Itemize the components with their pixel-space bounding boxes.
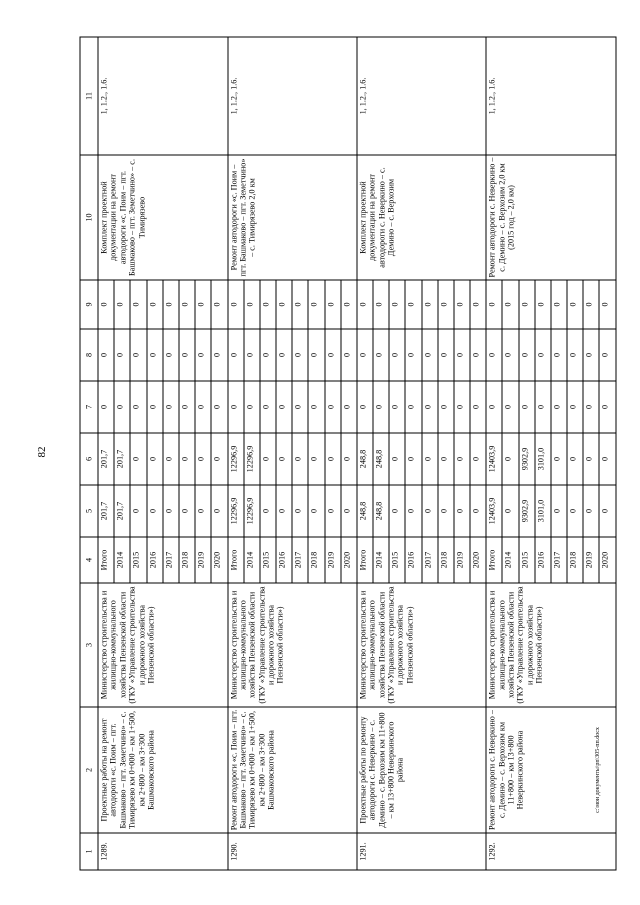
value-cell: 0 (550, 329, 566, 381)
value-cell: 201,7 (114, 485, 130, 537)
program-table (79, 36, 616, 870)
value-cell: 0 (550, 485, 566, 537)
value-cell: 0 (405, 329, 421, 381)
value-cell: 0 (211, 433, 227, 485)
value-cell: 201,7 (98, 433, 114, 485)
value-cell: 0 (534, 381, 550, 433)
value-cell: 0 (373, 329, 389, 381)
year-cell: 2020 (599, 537, 616, 583)
value-cell: 3101,0 (534, 433, 550, 485)
activity-name: Ремонт автодороги с. Неверкино – с. Демино – с. Верхозим км 11+800 – км 13+800 Неверкинского района (486, 707, 616, 833)
row-number: 1291. (356, 833, 485, 870)
year-cell: 2014 (373, 537, 389, 583)
goal-reference: 1, 1.2., 1.6. (356, 37, 485, 155)
value-cell: 0 (308, 280, 324, 329)
value-cell: 0 (162, 381, 178, 433)
value-cell: 0 (162, 280, 178, 329)
year-cell: Итого (356, 537, 372, 583)
value-cell: 0 (550, 280, 566, 329)
value-cell: 0 (356, 329, 372, 381)
responsible-org: Министерство строительства и жилищно-коммунального хозяйства Пензенской области (ГКУ «Управление строительства и дорожного хозяйства Пензенской области») (486, 583, 616, 707)
year-cell: 2020 (470, 537, 486, 583)
value-cell: 0 (599, 485, 616, 537)
goal-reference: 1, 1.2., 1.6. (227, 37, 356, 155)
value-cell: 0 (405, 485, 421, 537)
value-cell: 0 (502, 329, 518, 381)
header-row (80, 37, 98, 870)
value-cell: 0 (470, 280, 486, 329)
value-cell: 0 (340, 329, 356, 381)
value-cell: 0 (470, 329, 486, 381)
value-cell: 0 (130, 329, 146, 381)
value-cell: 0 (292, 433, 308, 485)
value-cell: 0 (324, 280, 340, 329)
value-cell: 0 (98, 329, 114, 381)
year-cell: 2018 (178, 537, 194, 583)
value-cell: 0 (130, 433, 146, 485)
value-cell: 0 (227, 280, 243, 329)
table-row (486, 37, 502, 870)
value-cell: 12296,9 (243, 433, 259, 485)
value-cell: 0 (534, 329, 550, 381)
value-cell: 0 (453, 433, 469, 485)
value-cell: 0 (211, 485, 227, 537)
value-cell: 0 (437, 381, 453, 433)
activity-name: Ремонт автодороги «с. Поим – пгт. Башмаково – пгт. Земетчино» – с. Тимирязево км 0+000 – км 1+500, км 2+800 – км 3+300 Башмаковского района (227, 707, 356, 833)
value-cell: 0 (567, 433, 583, 485)
value-cell: 0 (340, 280, 356, 329)
value-cell: 0 (583, 329, 599, 381)
value-cell: 0 (389, 485, 405, 537)
year-cell: 2019 (453, 537, 469, 583)
value-cell: 0 (486, 280, 502, 329)
value-cell: 248,8 (373, 485, 389, 537)
value-cell: 0 (178, 433, 194, 485)
table-row (227, 37, 243, 870)
value-cell: 0 (502, 381, 518, 433)
table-row (356, 37, 372, 870)
value-cell: 0 (243, 381, 259, 433)
value-cell: 0 (178, 329, 194, 381)
year-cell: 2020 (340, 537, 356, 583)
value-cell: 0 (292, 381, 308, 433)
column-header: 1 (80, 833, 98, 870)
column-header: 6 (80, 433, 98, 485)
expected-result: Комплект проектной документации на ремонт автодороги «с. Поим – пгт. Башмаково – пгт. Земетчино» – с. Тимирязево (98, 155, 227, 280)
year-cell: 2016 (405, 537, 421, 583)
value-cell: 0 (114, 280, 130, 329)
value-cell: 0 (550, 433, 566, 485)
value-cell: 0 (178, 381, 194, 433)
value-cell: 0 (308, 433, 324, 485)
goal-reference: 1, 1.2., 1.6. (486, 37, 616, 155)
value-cell: 0 (405, 433, 421, 485)
value-cell: 0 (146, 329, 162, 381)
year-cell: Итого (486, 537, 502, 583)
value-cell: 0 (308, 485, 324, 537)
goal-reference: 1, 1.2., 1.6. (98, 37, 227, 155)
expected-result: Комплект проектной документации на ремонт автодороги с. Неверкино – с. Демино – с. Верхозим (356, 155, 485, 280)
year-cell: 2019 (583, 537, 599, 583)
year-cell: 2016 (276, 537, 292, 583)
year-cell: 2017 (550, 537, 566, 583)
value-cell: 0 (276, 485, 292, 537)
value-cell: 0 (259, 433, 275, 485)
value-cell: 0 (550, 381, 566, 433)
value-cell: 0 (502, 280, 518, 329)
value-cell: 0 (308, 329, 324, 381)
value-cell: 0 (146, 280, 162, 329)
year-cell: 2015 (259, 537, 275, 583)
value-cell: 0 (356, 381, 372, 433)
value-cell: 0 (276, 433, 292, 485)
value-cell: 0 (340, 433, 356, 485)
year-cell: 2019 (195, 537, 211, 583)
expected-result: Ремонт автодороги с. Неверкино – с. Демино – с. Верхозим 2,0 км (2015 год – 2,0 км) (486, 155, 616, 280)
column-header: 10 (80, 155, 98, 280)
value-cell: 0 (259, 329, 275, 381)
value-cell: 0 (324, 485, 340, 537)
value-cell: 0 (162, 329, 178, 381)
value-cell: 0 (98, 280, 114, 329)
value-cell: 0 (195, 280, 211, 329)
value-cell: 0 (146, 433, 162, 485)
value-cell: 0 (243, 329, 259, 381)
year-cell: 2014 (502, 537, 518, 583)
year-cell: 2015 (389, 537, 405, 583)
activity-name: Проектные работы на ремонт автодороги «с. Поим – пгт. Башмаково – пгт. Земетчино» – с. Тимирязево км 0+000 – км 1+500, км 2+800 – км 3+300 Башмаковского района (98, 707, 227, 833)
value-cell: 0 (162, 433, 178, 485)
value-cell: 0 (453, 329, 469, 381)
value-cell: 0 (340, 485, 356, 537)
activity-name: Проектные работы по ремонту автодороги с. Неверкино – с. Демино – с. Верхозим км 11+800 – км 13+800 Неверкинского района (356, 707, 485, 833)
column-header: 4 (80, 537, 98, 583)
value-cell: 0 (340, 381, 356, 433)
value-cell: 0 (421, 433, 437, 485)
year-cell: 2020 (211, 537, 227, 583)
value-cell: 0 (437, 329, 453, 381)
year-cell: 2016 (146, 537, 162, 583)
value-cell: 0 (146, 381, 162, 433)
value-cell: 0 (389, 329, 405, 381)
value-cell: 12403,9 (486, 433, 502, 485)
column-header: 8 (80, 329, 98, 381)
value-cell: 0 (211, 329, 227, 381)
value-cell: 12296,9 (243, 485, 259, 537)
year-cell: 2017 (292, 537, 308, 583)
column-header: 2 (80, 707, 98, 833)
value-cell: 0 (98, 381, 114, 433)
footer-file-path: c:\мои документы\рп\305-пп.docx (595, 727, 601, 813)
value-cell: 0 (421, 280, 437, 329)
value-cell: 0 (567, 329, 583, 381)
value-cell: 0 (421, 485, 437, 537)
value-cell: 0 (486, 329, 502, 381)
value-cell: 12296,9 (227, 433, 243, 485)
value-cell: 0 (178, 485, 194, 537)
value-cell: 12296,9 (227, 485, 243, 537)
value-cell: 12403,9 (486, 485, 502, 537)
value-cell: 0 (453, 381, 469, 433)
value-cell: 0 (308, 381, 324, 433)
value-cell: 0 (470, 381, 486, 433)
value-cell: 0 (389, 433, 405, 485)
value-cell: 0 (373, 381, 389, 433)
year-cell: 2015 (518, 537, 534, 583)
value-cell: 0 (195, 485, 211, 537)
value-cell: 0 (259, 485, 275, 537)
value-cell: 9302,9 (518, 485, 534, 537)
value-cell: 0 (324, 433, 340, 485)
value-cell: 0 (130, 381, 146, 433)
value-cell: 0 (583, 280, 599, 329)
value-cell: 0 (259, 381, 275, 433)
value-cell: 248,8 (356, 485, 372, 537)
year-cell: 2017 (162, 537, 178, 583)
value-cell: 201,7 (114, 433, 130, 485)
column-header: 7 (80, 381, 98, 433)
value-cell: 0 (599, 329, 616, 381)
expected-result: Ремонт автодороги «с. Поим – пгт. Башмаково – пгт. Земетчино» – с. Тимирязево 2,0 км (227, 155, 356, 280)
value-cell: 0 (178, 280, 194, 329)
page-number: 82 (36, 446, 48, 458)
rotated-table-wrapper (79, 37, 616, 870)
value-cell: 0 (502, 485, 518, 537)
year-cell: Итого (227, 537, 243, 583)
value-cell: 0 (227, 329, 243, 381)
value-cell: 0 (292, 485, 308, 537)
value-cell: 0 (405, 280, 421, 329)
value-cell: 0 (421, 329, 437, 381)
value-cell: 0 (276, 381, 292, 433)
value-cell: 0 (389, 381, 405, 433)
value-cell: 0 (437, 485, 453, 537)
value-cell: 9302,9 (518, 433, 534, 485)
value-cell: 0 (114, 381, 130, 433)
value-cell: 0 (518, 329, 534, 381)
value-cell: 0 (324, 381, 340, 433)
year-cell: 2014 (114, 537, 130, 583)
value-cell: 0 (389, 280, 405, 329)
responsible-org: Министерство строительства и жилищно-коммунального хозяйства Пензенской области (ГКУ «Управление строительства и дорожного хозяйства Пензенской области») (356, 583, 485, 707)
value-cell: 0 (421, 381, 437, 433)
value-cell: 0 (486, 381, 502, 433)
value-cell: 3101,0 (534, 485, 550, 537)
column-header: 3 (80, 583, 98, 707)
year-cell: 2019 (324, 537, 340, 583)
value-cell: 0 (599, 433, 616, 485)
value-cell: 0 (599, 381, 616, 433)
value-cell: 0 (227, 381, 243, 433)
value-cell: 0 (518, 280, 534, 329)
value-cell: 0 (292, 329, 308, 381)
value-cell: 0 (130, 485, 146, 537)
table-row (98, 37, 114, 870)
value-cell: 0 (195, 329, 211, 381)
value-cell: 0 (453, 280, 469, 329)
value-cell: 0 (534, 280, 550, 329)
value-cell: 0 (567, 381, 583, 433)
column-header: 11 (80, 37, 98, 155)
year-cell: 2014 (243, 537, 259, 583)
value-cell: 0 (470, 485, 486, 537)
value-cell: 0 (583, 433, 599, 485)
value-cell: 0 (567, 485, 583, 537)
value-cell: 0 (583, 485, 599, 537)
year-cell: 2018 (437, 537, 453, 583)
value-cell: 0 (130, 280, 146, 329)
value-cell: 0 (276, 329, 292, 381)
value-cell: 0 (195, 381, 211, 433)
value-cell: 201,7 (98, 485, 114, 537)
column-header: 9 (80, 280, 98, 329)
value-cell: 0 (502, 433, 518, 485)
year-cell: Итого (98, 537, 114, 583)
value-cell: 0 (243, 280, 259, 329)
value-cell: 248,8 (373, 433, 389, 485)
value-cell: 0 (211, 280, 227, 329)
value-cell: 0 (162, 485, 178, 537)
value-cell: 0 (567, 280, 583, 329)
year-cell: 2015 (130, 537, 146, 583)
value-cell: 0 (146, 485, 162, 537)
value-cell: 0 (405, 381, 421, 433)
value-cell: 0 (437, 280, 453, 329)
value-cell: 0 (470, 433, 486, 485)
value-cell: 0 (195, 433, 211, 485)
responsible-org: Министерство строительства и жилищно-коммунального хозяйства Пензенской области (ГКУ «Управление строительства и дорожного хозяйства Пензенской области») (98, 583, 227, 707)
column-header: 5 (80, 485, 98, 537)
value-cell: 0 (356, 280, 372, 329)
row-number: 1290. (227, 833, 356, 870)
value-cell: 0 (373, 280, 389, 329)
value-cell: 0 (324, 329, 340, 381)
year-cell: 2016 (534, 537, 550, 583)
value-cell: 0 (292, 280, 308, 329)
year-cell: 2018 (308, 537, 324, 583)
year-cell: 2017 (421, 537, 437, 583)
value-cell: 0 (453, 485, 469, 537)
row-number: 1289. (98, 833, 227, 870)
value-cell: 0 (599, 280, 616, 329)
row-number: 1292. (486, 833, 616, 870)
value-cell: 0 (518, 381, 534, 433)
year-cell: 2018 (567, 537, 583, 583)
value-cell: 0 (211, 381, 227, 433)
responsible-org: Министерство строительства и жилищно-коммунального хозяйства Пензенской области (ГКУ «Управление строительства и дорожного хозяйства Пензенской области») (227, 583, 356, 707)
value-cell: 0 (437, 433, 453, 485)
value-cell: 0 (114, 329, 130, 381)
value-cell: 0 (276, 280, 292, 329)
value-cell: 248,8 (356, 433, 372, 485)
value-cell: 0 (583, 381, 599, 433)
value-cell: 0 (259, 280, 275, 329)
